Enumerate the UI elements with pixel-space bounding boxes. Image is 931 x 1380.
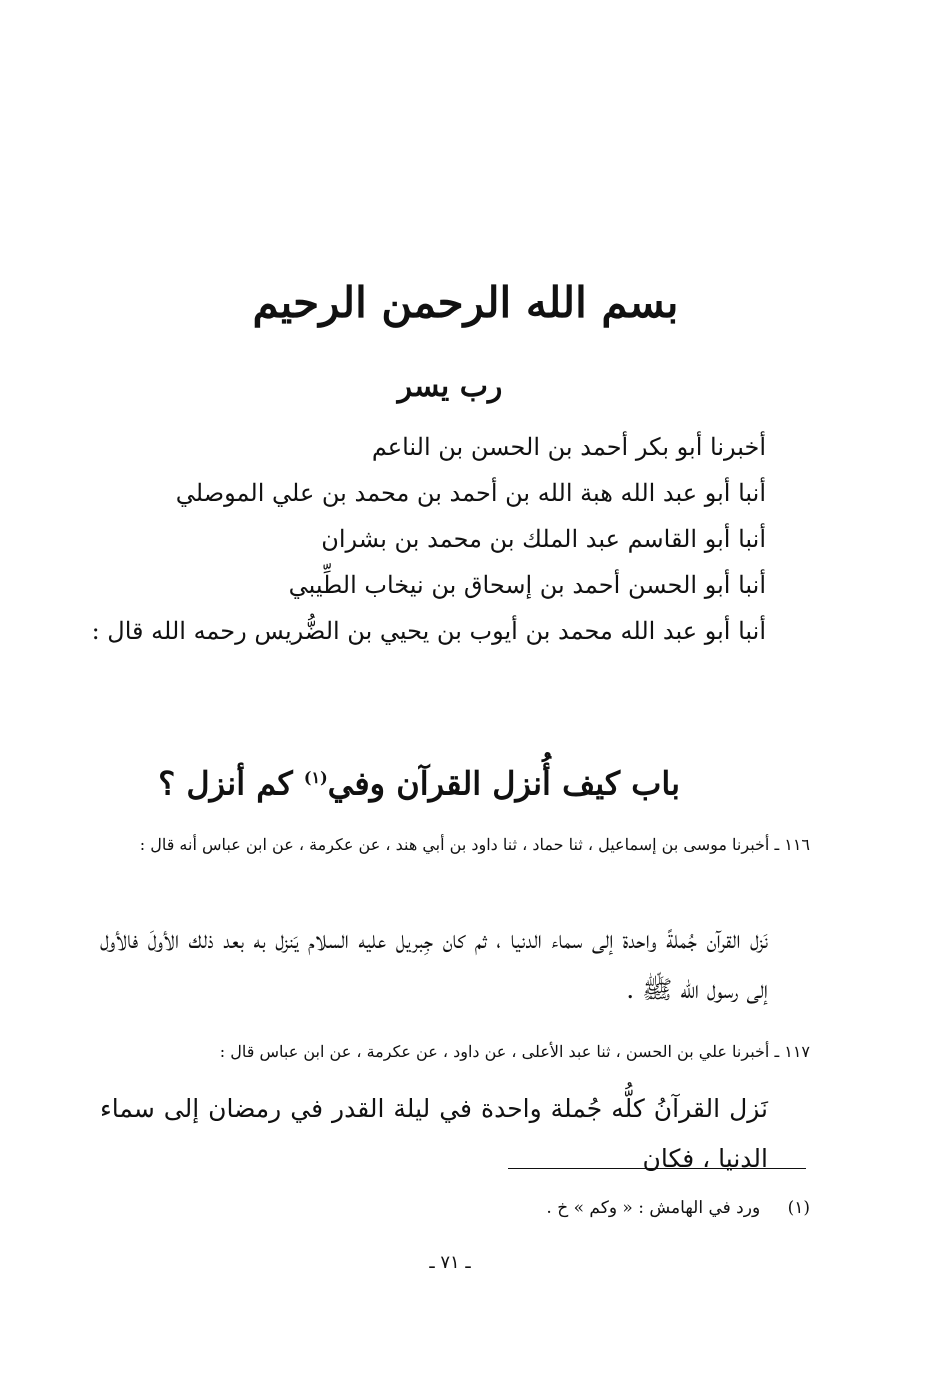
page-number: ـ ٧١ ـ: [429, 1252, 471, 1273]
isnad-chain: [91, 424, 766, 654]
isnad-line: أنبا أبو عبد الله محمد بن أيوب بن يحيي بن الضُّريس رحمه الله قال :: [91, 617, 766, 645]
hadith-117-text: نَزل القرآنُ كلُّه جُملة واحدة في ليلة القدر في رمضان إلى سماء الدنيا ، فكان: [100, 1094, 768, 1173]
isnad-line: أنبا أبو عبد الله هبة الله بن أحمد بن محمد بن علي الموصلي: [175, 479, 766, 507]
isnad-line: أنبا أبو القاسم عبد الملك بن محمد بن بشران: [321, 525, 766, 553]
footnote-marker: (١): [303, 768, 328, 787]
footnote: [400, 1193, 810, 1223]
footnote-text: ورد في الهامش : « وكم » خ .: [546, 1198, 761, 1218]
chapter-title: [158, 748, 680, 814]
chapter-title-main: باب كيف أُنزل القرآن وفي: [327, 764, 680, 803]
invocation-heading: رب يسر: [397, 369, 503, 404]
hadith-117-isnad: ١١٧ ـ أخبرنا علي بن الحسن ، ثنا عبد الأعلى ، عن داود ، عن عكرمة ، عن ابن عباس قال :: [219, 1042, 810, 1061]
footnote-separator: [508, 1168, 806, 1169]
hadith-116-text: نَزل القرآن جُملةً واحدة إلى سماء الدنيا ، ثم كان جِبريل عليه السلام يَنزل به بعد ذلك الأولَ فالأول إلى رسول الله ﷺ .: [100, 925, 768, 1004]
hadith-116-isnad: ١١٦ ـ أخبرنا موسى بن إسماعيل ، ثنا حماد ، ثنا داود بن أبي هند ، عن عكرمة ، عن ابن عباس أنه قال :: [139, 835, 810, 854]
footnote-number: (١): [787, 1198, 810, 1218]
isnad-line: أنبا أبو الحسن أحمد بن إسحاق بن نيخاب الطِّيبي: [288, 571, 766, 599]
isnad-line: أخبرنا أبو بكر أحمد بن الحسن بن الناعم: [371, 433, 766, 461]
chapter-title-end: كم أنزل ؟: [158, 764, 293, 803]
basmala-heading: بسم الله الرحمن الرحيم: [252, 278, 679, 327]
